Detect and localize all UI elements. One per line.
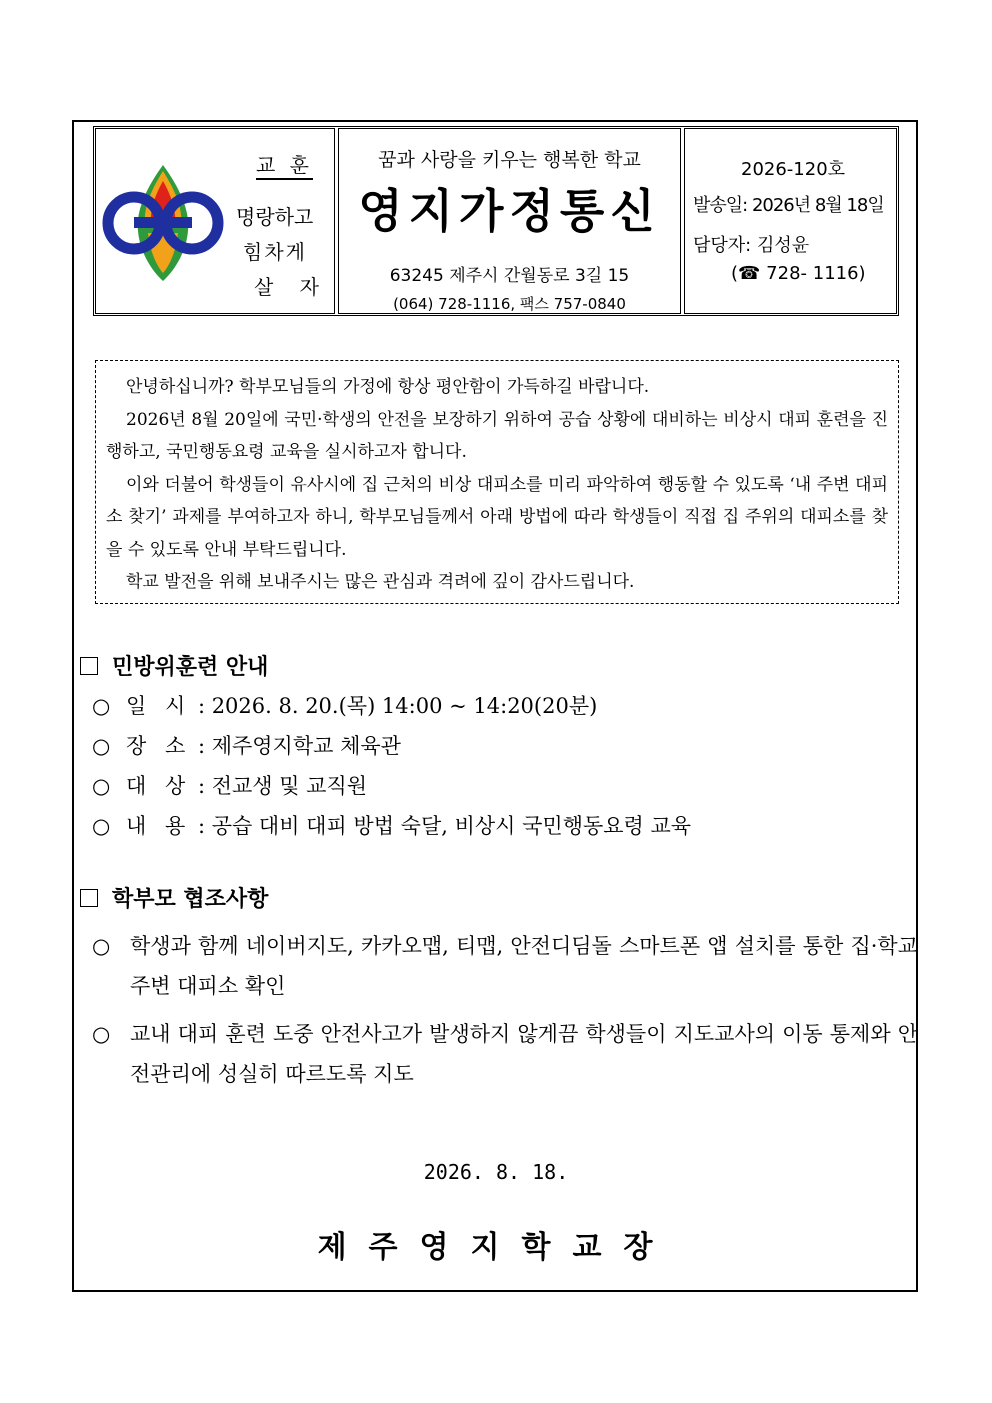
- drill-info-item: [92, 690, 597, 720]
- manager-name: 담당자: 김성윤: [693, 235, 810, 256]
- circle-bullet-icon: ○: [92, 934, 111, 958]
- header-issue-cell: [684, 128, 897, 314]
- school-address: 63245 제주시 간월동로 3길 15: [389, 266, 630, 286]
- greeting-box: [95, 360, 899, 604]
- item-value: : 공습 대비 대피 방법 숙달, 비상시 국민행동요령 교육: [197, 814, 692, 838]
- circle-bullet-icon: ○: [92, 774, 111, 798]
- drill-info-item: [92, 810, 691, 840]
- section-title-text: 학부모 협조사항: [112, 887, 269, 912]
- motto-line: 명랑하고: [236, 205, 314, 229]
- cooperation-item: [92, 926, 918, 1006]
- section-title-cooperation: [80, 882, 268, 913]
- drill-info-item: [92, 770, 367, 800]
- school-slogan: 꿈과 사랑을 키우는 행복한 학교: [378, 149, 641, 171]
- item-label: 일 시: [126, 694, 192, 718]
- motto-title: 교 훈: [256, 153, 313, 177]
- item-label: 장 소: [126, 734, 192, 758]
- header-motto-cell: [95, 128, 335, 314]
- item-value: : 2026. 8. 20.(목) 14:00 ~ 14:20(20분): [197, 694, 598, 718]
- cooperation-item: [92, 1014, 918, 1094]
- cooperation-text: 학생과 함께 네이버지도, 카카오맵, 티맵, 안전디딤돌 스마트폰 앱 설치를 통한 집·학교 주변 대피소 확인: [130, 934, 918, 998]
- greeting-paragraph: 학교 발전을 위해 보내주시는 많은 관심과 격려에 깊이 감사드립니다.: [126, 572, 635, 592]
- circle-bullet-icon: ○: [92, 1022, 111, 1046]
- greeting-paragraph: 안녕하십니까? 학부모님들의 가정에 항상 평안함이 가득하길 바랍니다.: [126, 377, 650, 397]
- issue-date: 발송일: 2026년 8월 18일: [693, 195, 884, 216]
- item-label: 대 상: [126, 774, 192, 798]
- issue-number: 2026-120호: [741, 159, 846, 180]
- item-value: : 전교생 및 교직원: [197, 774, 368, 798]
- motto-line: 살 자: [254, 275, 329, 299]
- header-title-cell: [338, 128, 681, 314]
- school-emblem-icon: [100, 161, 226, 285]
- school-phone-fax: (064) 728-1116, 팩스 757-0840: [393, 295, 626, 313]
- drill-info-item: [92, 730, 401, 760]
- section-title-text: 민방위훈련 안내: [112, 655, 269, 680]
- principal-signature: 제주영지학교장: [317, 1230, 675, 1265]
- checkbox-square-icon: [80, 889, 98, 907]
- circle-bullet-icon: ○: [92, 694, 111, 718]
- section-title-drill: [80, 650, 268, 681]
- document-date: 2026. 8. 18.: [423, 1160, 569, 1184]
- item-label: 내 용: [126, 814, 192, 838]
- item-value: : 제주영지학교 체육관: [197, 734, 401, 758]
- checkbox-square-icon: [80, 657, 98, 675]
- circle-bullet-icon: ○: [92, 734, 111, 758]
- cooperation-text: 교내 대피 훈련 도중 안전사고가 발생하지 않게끔 학생들이 지도교사의 이동 통제와 안전관리에 성실히 따르도록 지도: [130, 1022, 918, 1086]
- motto-line: 힘차게: [243, 240, 307, 264]
- greeting-paragraph: 이와 더불어 학생들이 유사시에 집 근처의 비상 대피소를 미리 파악하여 행동할 수 있도록 ‘내 주변 대피소 찾기’ 과제를 부여하고자 하니, 학부모님들께서 아래 방법에 따라 학생들이 직접 집 주위의 대피소를 찾을 수 있도록 안내 부탁드립니다.: [106, 474, 888, 560]
- greeting-paragraph: 2026년 8월 20일에 국민·학생의 안전을 보장하기 위하여 공습 상황에 대비하는 비상시 대피 훈련을 진행하고, 국민행동요령 교육을 실시하고자 합니다.: [106, 409, 888, 462]
- circle-bullet-icon: ○: [92, 814, 111, 838]
- manager-phone: (☎ 728- 1116): [731, 263, 866, 284]
- newsletter-title: 영지가정통신: [358, 184, 661, 238]
